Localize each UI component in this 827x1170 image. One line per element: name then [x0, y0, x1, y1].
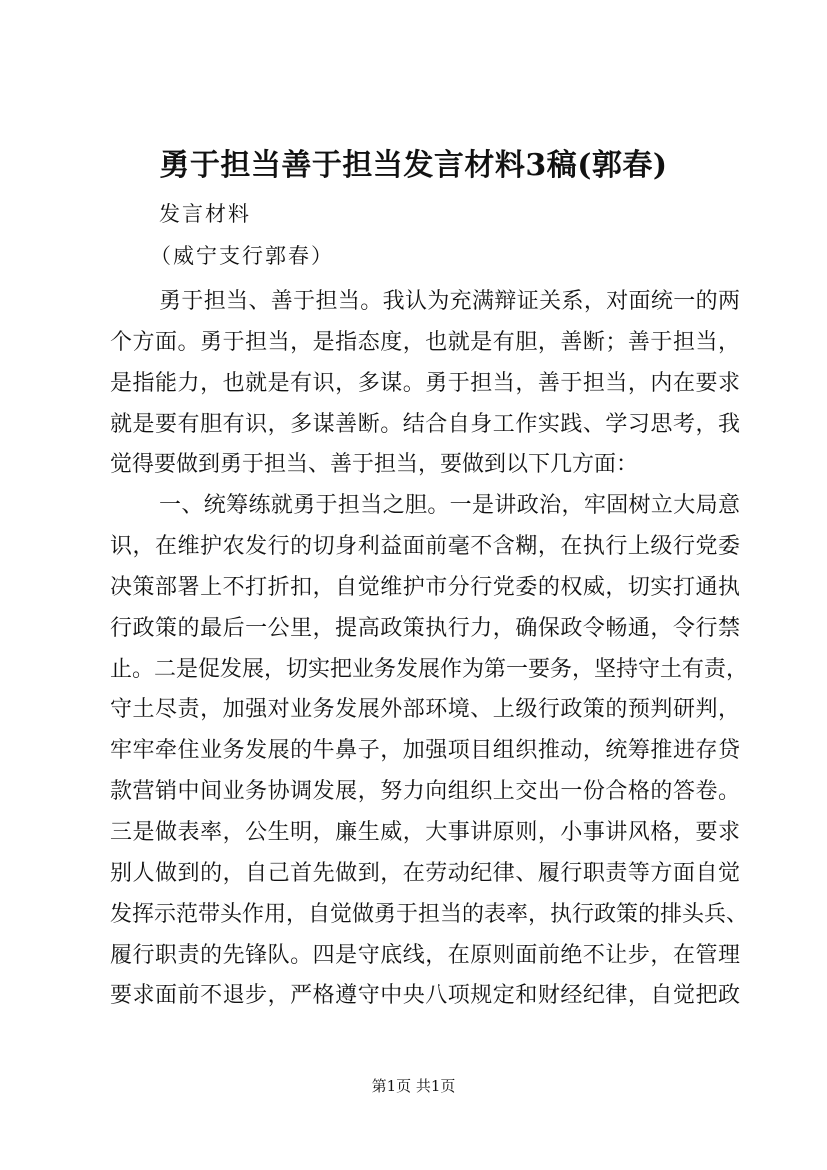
page-footer: 第1页 共1页	[371, 1077, 456, 1095]
body-line: 识，在维护农发行的切身利益面前毫不含糊，在执行上级行党委	[110, 534, 740, 560]
author-line: （威宁支行郭春）	[150, 244, 334, 268]
body-line: 要求面前不退步，严格遵守中央八项规定和财经纪律，自觉把政	[110, 983, 740, 1009]
body-line: 决策部署上不打折扣，自觉维护市分行党委的权威，切实打通执	[110, 574, 740, 600]
body-line: 款营销中间业务协调发展，努力向组织上交出一份合格的答卷。	[110, 779, 740, 805]
body-line: 个方面。勇于担当，是指态度，也就是有胆，善断；善于担当，	[110, 329, 740, 355]
body-line: 三是做表率，公生明，廉生威，大事讲原则，小事讲风格，要求	[110, 819, 740, 845]
body-line: 别人做到的，自己首先做到，在劳动纪律、履行职责等方面自觉	[110, 860, 740, 886]
body-line: 行政策的最后一公里，提高政策执行力，确保政令畅通，令行禁	[110, 615, 740, 641]
body-text	[110, 282, 749, 1017]
body-line: 牢牢牵住业务发展的牛鼻子，加强项目组织推动，统筹推进存贷	[110, 738, 740, 764]
body-line: 是指能力，也就是有识，多谋。勇于担当，善于担当，内在要求	[110, 370, 740, 396]
body-line: 觉得要做到勇于担当、善于担当，要做到以下几方面：	[110, 452, 639, 478]
body-line: 履行职责的先锋队。四是守底线，在原则面前绝不让步，在管理	[110, 942, 740, 968]
body-line: 止。二是促发展，切实把业务发展作为第一要务，坚持守土有责，	[110, 656, 749, 682]
body-line: 一、统筹练就勇于担当之胆。一是讲政治，牢固树立大局意	[159, 493, 740, 519]
body-line: 就是要有胆有识，多谋善断。结合自身工作实践、学习思考，我	[110, 411, 740, 437]
document-subtitle: 发言材料	[159, 202, 251, 226]
body-line: 守土尽责，加强对业务发展外部环境、上级行政策的预判研判，	[110, 697, 740, 723]
body-line: 勇于担当、善于担当。我认为充满辩证关系，对面统一的两	[159, 289, 740, 314]
document-title: 勇于担当善于担当发言材料3稿(郭春)	[159, 148, 668, 183]
body-line: 发挥示范带头作用，自觉做勇于担当的表率，执行政策的排头兵、	[110, 901, 749, 927]
